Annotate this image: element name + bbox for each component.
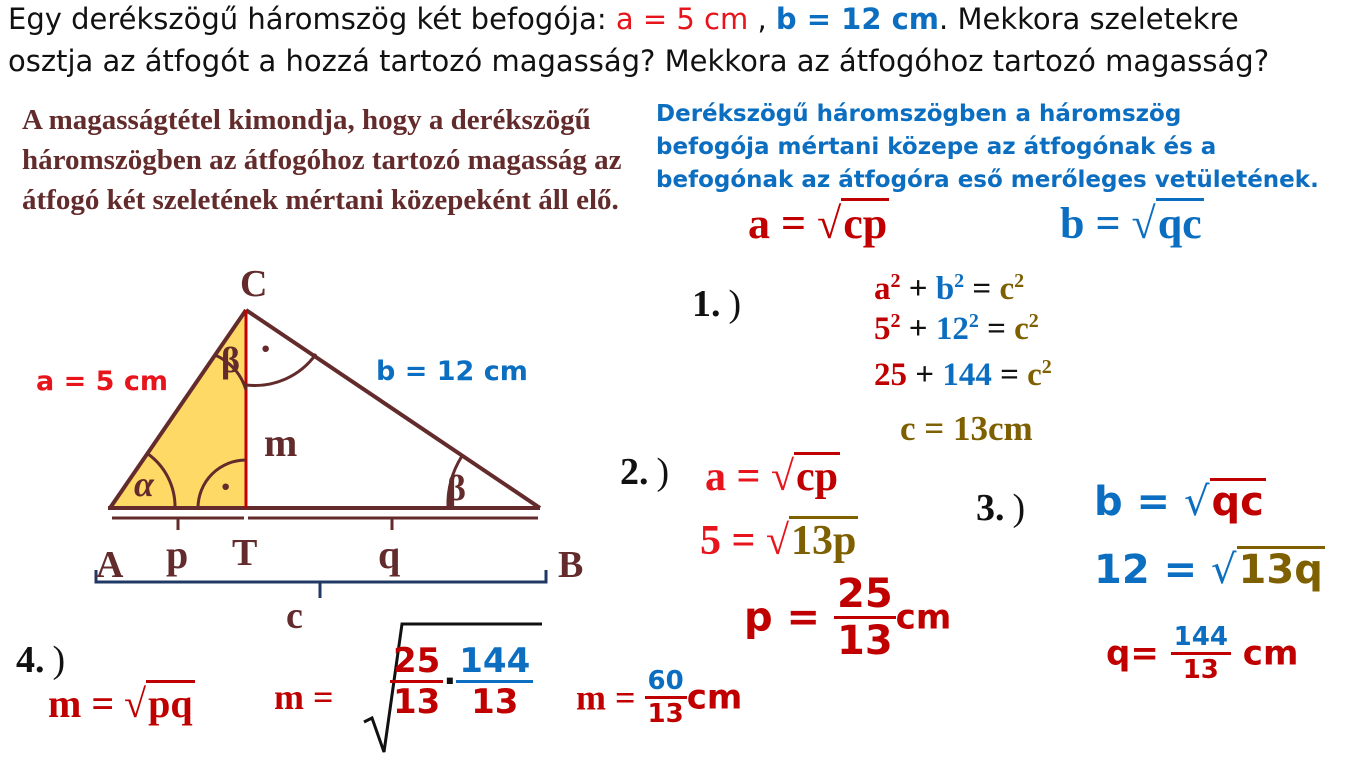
foot-t: T xyxy=(232,532,258,574)
radicand: cp xyxy=(796,454,838,500)
vertex-a: A xyxy=(96,544,124,586)
exp-b: 2 xyxy=(968,310,979,332)
given-b: b = 12 cm xyxy=(775,2,940,36)
segment-c-brace xyxy=(96,570,546,582)
fraction-25-13 xyxy=(390,641,443,722)
equals: = xyxy=(978,311,1015,347)
leg-a-label: a = 5 cm xyxy=(36,366,168,397)
sqrt-sign: √ xyxy=(770,454,794,500)
step-4-result xyxy=(576,668,742,727)
separator: , xyxy=(748,2,776,36)
radicand: qc xyxy=(1211,479,1264,525)
step-4-formula-1 xyxy=(48,680,195,727)
step-2-label xyxy=(620,450,669,494)
term-c: c xyxy=(999,271,1015,307)
formula-lhs: p = xyxy=(744,594,834,641)
step-3-label xyxy=(976,486,1025,530)
equals: = xyxy=(964,271,1000,307)
right-angle-dot-foot: · xyxy=(219,464,233,509)
term-a: 5 xyxy=(874,311,891,347)
fraction-144-13 xyxy=(456,641,533,722)
exp-a: 2 xyxy=(890,270,901,292)
exp-b: 2 xyxy=(954,270,965,292)
exp-c: 2 xyxy=(1014,270,1025,292)
term-c: c xyxy=(1014,311,1029,347)
term-a: a xyxy=(874,271,891,307)
denominator: 13 xyxy=(837,618,893,664)
denominator: 13 xyxy=(1182,655,1219,685)
beta-right-label: β xyxy=(447,468,466,508)
sqrt-sign: √ xyxy=(817,199,842,248)
question-line-2: osztja az átfogót a hozzá tartozó magasság? Mekkora az átfogóhoz tartozó magasság? xyxy=(8,44,1270,78)
leg-theorem-line-1: Derékszögű háromszögben a háromszög xyxy=(656,101,1182,127)
unit: cm xyxy=(895,597,952,638)
step-4-formula-2-lhs: m = xyxy=(274,677,334,717)
segment-p-label: p xyxy=(166,532,189,577)
step-2-formula-2 xyxy=(700,516,858,565)
pythagoras-row-2 xyxy=(874,310,1039,348)
fraction-60-13 xyxy=(645,668,687,727)
equals: = xyxy=(991,357,1028,393)
step-3-formula-1 xyxy=(1094,478,1266,525)
exp-c: 2 xyxy=(1041,356,1052,378)
step-number: 2. xyxy=(620,451,649,493)
exp-a: 2 xyxy=(890,310,901,332)
term-a: 25 xyxy=(874,357,907,393)
numerator: 144 xyxy=(456,644,533,683)
sqrt-sign: √ xyxy=(765,518,789,564)
exp-c: 2 xyxy=(1028,310,1039,332)
given-a: a = 5 cm xyxy=(615,2,749,36)
segment-q-label: q xyxy=(378,532,401,577)
formula-b-qc xyxy=(1060,198,1204,249)
fraction-25-13 xyxy=(834,571,896,664)
pythagoras-row-1 xyxy=(874,270,1024,308)
right-angle-dot-top: · xyxy=(259,326,273,371)
numerator: 144 xyxy=(1171,624,1231,655)
formula-a-cp xyxy=(748,198,889,249)
plus: + xyxy=(900,311,936,347)
unit: cm xyxy=(1230,633,1299,674)
leg-b xyxy=(246,310,540,508)
radicand: pq xyxy=(148,681,193,726)
formula-lhs: 12 = xyxy=(1094,547,1212,593)
altitude-theorem-text: A magasságtétel kimondja, hogy a derékszögű háromszögben az átfogóhoz tartozó magasság az átfogó két szeletének mértani közepeként áll elő. xyxy=(22,104,622,216)
question-text: Egy derékszögű háromszög két befogója: xyxy=(8,2,616,36)
term-b: b xyxy=(935,271,955,307)
leg-theorem-line-2: befogója mértani közepe az átfogónak és a xyxy=(656,134,1217,160)
step-3-formula-2 xyxy=(1094,546,1325,593)
step-2-result xyxy=(744,571,952,664)
multiply-dot: · xyxy=(443,661,457,702)
numerator: 25 xyxy=(834,574,896,619)
step-number: 4. xyxy=(16,639,45,681)
leg-b-label: b = 12 cm xyxy=(376,356,528,387)
denominator: 13 xyxy=(647,699,684,729)
formula-lhs: a = xyxy=(748,199,818,248)
radicand: 13q xyxy=(1238,547,1323,593)
plus: + xyxy=(900,271,936,307)
step-1-label xyxy=(692,282,741,326)
radicand: cp xyxy=(843,199,888,248)
pythagoras-row-3 xyxy=(874,356,1052,394)
sqrt-sign: √ xyxy=(1131,199,1156,248)
term-c: c xyxy=(1027,357,1042,393)
right-angle-arc-top xyxy=(246,354,316,386)
vertex-c: C xyxy=(240,263,268,305)
formula-lhs: 5 = xyxy=(700,518,766,564)
radicand: qc xyxy=(1157,199,1202,248)
step-4-label xyxy=(16,638,65,682)
alpha-label: α xyxy=(134,464,154,504)
formula-lhs: b = xyxy=(1060,199,1132,248)
step-paren: ) xyxy=(1012,487,1026,529)
sqrt-sign: √ xyxy=(124,681,147,726)
numerator: 25 xyxy=(390,644,443,683)
step-4-formula-2-radicand xyxy=(390,641,533,722)
formula-lhs: a = xyxy=(705,454,771,500)
denominator: 13 xyxy=(471,682,519,722)
hypotenuse-result: c = 13cm xyxy=(900,409,1033,448)
formula-lhs: m = xyxy=(576,677,645,718)
step-number: 3. xyxy=(976,487,1005,529)
formula-lhs: q= xyxy=(1106,633,1171,674)
step-number: 1. xyxy=(692,283,721,325)
question-text-end: . Mekkora szeletekre xyxy=(939,2,1239,36)
fraction-144-13 xyxy=(1171,624,1231,683)
leg-theorem-text xyxy=(656,98,1319,197)
step-3-result xyxy=(1106,624,1298,683)
segment-c-label: c xyxy=(286,595,303,637)
altitude-m-label: m xyxy=(264,420,298,465)
plus: + xyxy=(907,357,943,393)
term-b: 12 xyxy=(935,311,969,347)
beta-top-label: β xyxy=(221,340,240,380)
sqrt-sign: √ xyxy=(1184,479,1210,525)
vertex-b: B xyxy=(558,544,584,586)
formula-lhs: b = xyxy=(1094,479,1184,525)
step-paren: ) xyxy=(52,639,66,681)
leg-theorem-line-3: befogónak az átfogóra eső merőleges vetületének. xyxy=(656,167,1319,193)
step-paren: ) xyxy=(728,283,742,325)
sqrt-sign: √ xyxy=(1211,547,1237,593)
term-b: 144 xyxy=(942,357,992,393)
step-2-formula-1 xyxy=(705,452,840,501)
denominator: 13 xyxy=(393,682,441,722)
step-paren: ) xyxy=(656,451,670,493)
unit: cm xyxy=(686,677,743,718)
formula-lhs: m = xyxy=(48,681,125,726)
radicand: 13p xyxy=(791,518,857,564)
numerator: 60 xyxy=(645,668,687,699)
